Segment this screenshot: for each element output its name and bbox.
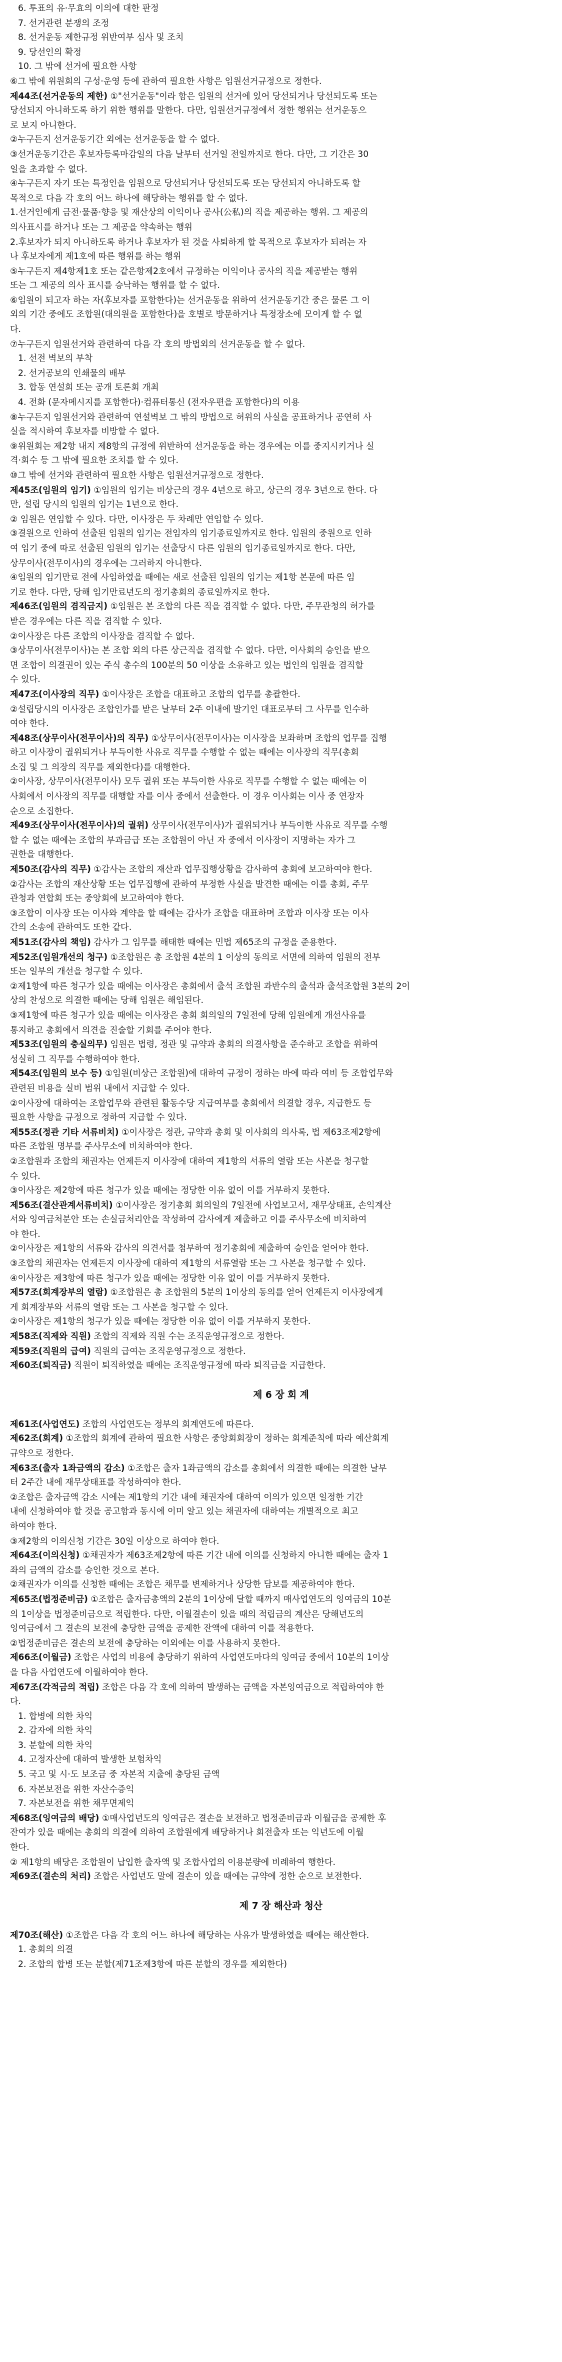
text-line: 좌의 금액의 감소를 승인한 것으로 본다. xyxy=(10,1565,160,1576)
article-heading: 제51조(감사의 책임) xyxy=(10,938,91,948)
text-line: 관련된 비용을 실비 범위 내에서 지급할 수 있다. xyxy=(10,1083,190,1094)
article-body: ①조합은 출자 1좌금액의 감소를 총회에서 의결한 때에는 의결한 날부 xyxy=(124,1463,387,1474)
article-heading: 제46조(임원의 겸직금지) xyxy=(10,602,108,613)
article-heading: 제69조(결손의 처리) xyxy=(10,1872,91,1883)
text-line: 7. 자본보전을 위한 채무면제익 xyxy=(18,1799,135,1810)
article-line xyxy=(10,484,552,499)
text-line: ②조합원과 조합의 채권자는 언제든지 이사장에 대하여 제1항의 서류의 열람 또는 사본을 청구할 xyxy=(10,1156,369,1167)
text-line: 순으로 소집한다. xyxy=(10,806,74,817)
article-line xyxy=(10,1418,552,1433)
text-line: 1.선거인에게 금전·물품·향응 및 재산상의 이익이나 공사(公私)의 직을 제공하는 행위. 그 제공의 xyxy=(10,208,369,219)
text-line: ③제2항의 이의신청 기간은 30일 이상으로 하여야 한다. xyxy=(10,1536,220,1547)
text-line: 3. 합동 연설회 또는 공개 토론회 개최 xyxy=(18,383,159,394)
article-body: ①감사는 조합의 재산과 업무집행상황을 감사하여 총회에 보고하여야 한다. xyxy=(90,865,373,876)
text-line: 8. 선거운동 제한규정 위반여부 심사 및 조치 xyxy=(18,33,184,44)
text-line: 6. 자본보전을 위한 자산수증익 xyxy=(18,1784,135,1795)
article-heading: 제67조(각적금의 적립) xyxy=(10,1682,100,1693)
article-heading: 제44조(선거운동의 제한) xyxy=(10,91,108,102)
text-line: 야 한다. xyxy=(10,1229,41,1240)
article-line xyxy=(10,600,552,615)
text-line: ⑦누구든지 임원선거와 관련하여 다음 각 호의 방법외의 선거운동을 할 수 없다. xyxy=(10,339,306,350)
chapter-heading: 제 7 장 해산과 청산 xyxy=(239,1900,323,1912)
text-line: 성실히 그 직무를 수행하여야 한다. xyxy=(10,1054,140,1065)
article-line xyxy=(10,1345,552,1360)
text-line: ②이사장은 제1항의 서류와 감사의 의견서를 첨부하여 정기총회에 제출하여 승인을 얻어야 한다. xyxy=(10,1244,369,1255)
article-line xyxy=(10,732,552,747)
text-line: 만, 설립 당시의 임원의 임기는 1년으로 한다. xyxy=(10,500,179,511)
text-line: 1. 선전 벽보의 부착 xyxy=(18,354,93,365)
text-line: 상의 찬성으로 의결한 때에는 당해 임원은 해임된다. xyxy=(10,996,204,1007)
article-line xyxy=(10,1330,552,1345)
text-line: ④누구든지 자기 또는 특정인을 임원으로 당선되거나 당선되도록 또는 당선되지 아니하도록 할 xyxy=(10,179,361,190)
text-line: ④이사장은 제3항에 따른 청구가 있을 때에는 정당한 이유 없이 이를 거부하지 못한다. xyxy=(10,1273,330,1284)
text-line: 관청과 연합회 또는 중앙회에 보고하여야 한다. xyxy=(10,894,185,905)
article-line xyxy=(10,1929,552,1944)
article-heading: 제55조(정관 기타 서류비치) xyxy=(10,1127,119,1138)
article-line xyxy=(10,1870,552,1885)
text-line: 9. 당선인의 확정 xyxy=(18,47,82,58)
article-body: 직원의 급여는 조직운영규정으로 정한다. xyxy=(90,1346,246,1357)
article-heading: 제56조(결산관계서류비치) xyxy=(10,1200,113,1211)
text-line: 4. 전화 (문자메시지를 포함한다)·컴퓨터통신 (전자우편을 포함한다)의 이용 xyxy=(18,398,300,409)
text-line: 당선되지 아니하도록 하기 위한 행위를 말한다. 다만, 임원선거규정에서 정한 행위는 선거운동으 xyxy=(10,106,367,117)
article-body: 조합은 다음 각 호에 의하여 발생하는 금액을 자본잉여금으로 적립하여야 한 xyxy=(99,1682,384,1693)
text-line: 다. xyxy=(10,325,22,336)
text-line: 간의 소송에 관하여도 또한 같다. xyxy=(10,923,132,934)
text-line: 따른 조합원 명부를 주사무소에 비치하여야 한다. xyxy=(10,1142,193,1153)
article-heading: 제64조(이의신청) xyxy=(10,1551,80,1562)
article-body: ①채권자가 제63조제2항에 따른 기간 내에 이의를 신청하지 아니한 때에는 출자 1 xyxy=(79,1551,389,1562)
article-line xyxy=(10,936,552,951)
text-line: ③결원으로 인하여 선출된 임원의 임기는 전임자의 임기종료일까지로 한다. 임원의 중원으로 인하 xyxy=(10,529,372,540)
text-line: 일을 초과할 수 없다. xyxy=(10,164,88,175)
article-heading: 제61조(사업연도) xyxy=(10,1419,80,1430)
text-line: ②제1항에 따른 청구가 있을 때에는 이사장은 총회에서 출석 조합원 과반수의 출석과 출석조합원 3분의 2이 xyxy=(10,981,410,992)
article-line xyxy=(10,1359,552,1374)
article-body: 조합의 사업연도는 정부의 회계연도에 따른다. xyxy=(79,1419,254,1430)
article-heading: 제59조(직원의 급여) xyxy=(10,1346,91,1357)
article-line xyxy=(10,1812,552,1827)
text-line: ⑩그 밖에 선거와 관련하여 필요한 사항은 임원선거규정으로 정한다. xyxy=(10,471,264,481)
text-line: ②이사장은 다른 조합의 이사장을 겸직할 수 없다. xyxy=(10,631,195,642)
text-line: 1. 합병에 의한 차익 xyxy=(18,1711,93,1722)
text-line: 로 보지 아니한다. xyxy=(10,120,77,131)
text-line: ③조합의 채권자는 언제든지 이사장에 대하여 제1항의 서류열람 또는 그 사본을 청구할 수 있다. xyxy=(10,1259,366,1270)
text-line: 3. 분할에 의한 차익 xyxy=(18,1740,93,1751)
article-line xyxy=(10,1067,552,1082)
text-line: 다. xyxy=(10,1697,22,1708)
text-line: 게 회계장부와 서류의 열람 또는 그 사본을 청구할 수 있다. xyxy=(10,1302,229,1313)
text-line: ②이사장에 대하여는 조합업무와 관련된 활동수당 지급여부를 총회에서 의결할 경우, 지급한도 등 xyxy=(10,1098,372,1109)
text-line: 내에 신청하여야 할 것을 공고함과 동시에 이미 알고 있는 채권자에 대하여는 개별적으로 최고 xyxy=(10,1507,359,1518)
text-line: 5. 국고 및 시·도 보조금 중 자본적 지출에 충당된 금액 xyxy=(18,1770,220,1781)
text-line: 2. 감자에 의한 차익 xyxy=(18,1726,93,1737)
article-body: ①임원의 임기는 비상근의 경우 4년으로 하고, 상근의 경우 3년으로 한다. 다 xyxy=(90,485,378,496)
text-line: 2. 조합의 합병 또는 분할(제71조제3항에 따른 분할의 경우를 제외한다) xyxy=(18,1960,288,1970)
article-heading: 제52조(임원개선의 청구) xyxy=(10,952,108,963)
article-body: ①상무이사(전무이사)는 이사장을 보좌하며 조합의 업무를 집행 xyxy=(148,733,387,744)
text-line: ②누구든지 선거운동기간 외에는 선거운동을 할 수 없다. xyxy=(10,135,220,146)
text-line: 상무이사(전무이사)의 경우에는 그러하지 아니한다. xyxy=(10,558,202,569)
text-line: ③조합이 이사장 또는 이사와 계약을 할 때에는 감사가 조합을 대표하며 조합과 이사장 또는 이사 xyxy=(10,908,369,919)
article-body: 조합은 사업년도 말에 결손이 있을 때에는 규약에 정한 순으로 보전한다. xyxy=(90,1872,362,1883)
text-line: ④임원의 임기만료 전에 사임하였을 때에는 새로 선출된 임원의 임기는 제1항 본문에 따른 임 xyxy=(10,573,355,584)
article-heading: 제68조(잉여금의 배당) xyxy=(10,1813,100,1824)
text-line: 격·회수 등 그 밖에 필요한 조치를 할 수 있다. xyxy=(10,456,179,467)
text-line: 기로 한다. 다만, 당해 임기만료년도의 정기총회의 종료일까지로 한다. xyxy=(10,587,270,598)
article-body: ①임원은 본 조합의 다른 직을 겸직할 수 없다. 다만, 주무관청의 허가를 xyxy=(107,602,375,613)
article-body: ①이사장은 정기총회 회의일의 7일전에 사업보고서, 재무상태표, 손익계산 xyxy=(112,1200,392,1211)
article-line xyxy=(10,863,552,878)
text-line: 수 있다. xyxy=(10,675,41,686)
text-line: ③이사장은 제2항에 따른 청구가 있을 때에는 정당한 이유 없이 이를 거부하지 못한다. xyxy=(10,1186,330,1197)
article-heading: 제65조(법정준비금) xyxy=(10,1594,88,1605)
article-line xyxy=(10,1651,552,1666)
article-line xyxy=(10,1432,552,1447)
article-body: ①이사장은 정관, 규약과 총회 및 이사회의 의사록, 법 제63조제2항에 xyxy=(118,1127,381,1138)
article-body: 상무이사(전무이사)가 궐위되거나 부득이한 사유로 직무를 수행 xyxy=(148,821,388,832)
article-heading: 제66조(이월금) xyxy=(10,1653,72,1664)
text-line: ③상무이사(전무이사)는 본 조합 외의 다른 상근직을 겸직할 수 없다. 다만, 이사회의 승인을 받으 xyxy=(10,646,370,657)
text-line: 필요한 사항을 규정으로 정하여 지급할 수 있다. xyxy=(10,1113,187,1124)
text-line: ②이사장, 상무이사(전무이사) 모두 궐위 또는 부득이한 사유로 직무를 수행할 수 없는 때에는 이 xyxy=(10,777,368,788)
article-line xyxy=(10,688,552,703)
article-body: ①조합원은 총 조합원 4분의 1 이상의 동의로 서면에 의하여 임원의 전부 xyxy=(107,952,381,963)
article-line xyxy=(10,1199,552,1214)
text-line: 실을 적시하여 후보자를 비방할 수 없다. xyxy=(10,427,160,438)
text-line: 사회에서 이사장의 직무를 대행할 자를 이사 중에서 선출한다. 이 경우 이사회는 이사 중 연장자 xyxy=(10,792,364,803)
article-body: ①조합의 회계에 관하여 필요한 사항은 중앙회회장이 정하는 회계준칙에 따라 예산회계 xyxy=(63,1434,389,1445)
article-heading: 제57조(회계장부의 열람) xyxy=(10,1288,108,1299)
article-heading: 제49조(상무이사(전무이사)의 궐위) xyxy=(10,821,149,832)
article-line xyxy=(10,1549,552,1564)
article-line xyxy=(10,819,552,834)
article-body: 직원이 퇴직하였을 때에는 조직운영규정에 따라 퇴직금을 지급한다. xyxy=(71,1361,326,1372)
article-heading: 제47조(이사장의 직무) xyxy=(10,689,100,700)
article-heading: 제70조(해산) xyxy=(10,1930,64,1941)
text-line: ⑥임원이 되고자 하는 자(후보자를 포함한다)는 선거운동을 위하여 선거운동기간 중은 물론 그 이 xyxy=(10,295,370,306)
text-line: 외의 기간 중에도 조합원(대의원을 포함한다)을 호별로 방문하거나 특정장소에 모이게 할 수 없 xyxy=(10,310,363,321)
text-line: ②이사장은 제1항의 청구가 있을 때에는 정당한 이유 없이 이를 거부하지 못한다. xyxy=(10,1317,311,1328)
text-line: ②법정준비금은 결손의 보전에 충당하는 이외에는 이를 사용하지 못한다. xyxy=(10,1638,281,1649)
text-line: 서와 잉여금처분안 또는 손실금처리안을 작성하여 감사에게 제출하고 이를 주사무소에 비치하여 xyxy=(10,1215,367,1226)
text-line: 10. 그 밖에 선거에 필요한 사항 xyxy=(18,62,137,73)
text-line: 6. 투표의 유·무효의 이의에 대한 판정 xyxy=(18,4,159,14)
article-body: ①임원(비상근 조합원)에 대하여 규정이 정하는 바에 따라 여비 등 조합업무와 xyxy=(102,1069,393,1080)
text-line: ⑤누구든지 제4항제1호 또는 같은항제2호에서 규정하는 이익이나 공사의 직을 제공받는 행위 xyxy=(10,266,358,277)
article-line xyxy=(10,1593,552,1608)
text-line: 나 후보자에게 제1호에 따른 행위를 하는 행위 xyxy=(10,252,182,263)
text-line: 잉여금에서 그 결손의 보전에 충당한 금액을 공제한 잔액에 대하여 이를 적용한다. xyxy=(10,1624,315,1635)
text-line: ⑥그 밖에 위원회의 구성·운영 등에 관하여 필요한 사항은 임원선거규정으로 정한다. xyxy=(10,76,322,87)
article-heading: 제54조(임원의 보수 등) xyxy=(10,1069,103,1080)
article-body: 감사가 그 임무를 해태한 때에는 민법 제65조의 규정을 준용한다. xyxy=(90,938,337,948)
text-line: 의 1이상을 법정준비금으로 적립한다. 다만, 이월결손이 있을 때의 적립금의 계산은 당해년도의 xyxy=(10,1609,364,1620)
article-body: ①조합원은 총 조합원의 5분의 1이상의 동의를 얻어 언제든지 이사장에게 xyxy=(107,1288,384,1299)
text-line: 하여야 한다. xyxy=(10,1521,57,1532)
text-line: 의사표시를 하거나 또는 그 제공을 약속하는 행위 xyxy=(10,222,193,233)
article-line xyxy=(10,1038,552,1053)
text-line: 통지하고 총회에서 의견을 진술할 기회를 주어야 한다. xyxy=(10,1025,212,1036)
article-line xyxy=(10,1681,552,1696)
article-body: 조합은 사업의 비용에 충당하기 위하여 사업연도마다의 잉여금 중에서 10분의 1이상 xyxy=(71,1653,390,1664)
text-line: 을 다음 사업연도에 이월하여야 한다. xyxy=(10,1667,149,1678)
article-line xyxy=(10,1286,552,1301)
text-line: 소집 및 그 의장의 직무를 제외한다)를 대행한다. xyxy=(10,762,191,773)
article-body: 임원은 법령, 정관 및 규약과 총회의 의결사항을 준수하고 조합을 위하여 xyxy=(107,1040,379,1051)
article-heading: 제62조(회계) xyxy=(10,1434,64,1445)
text-line: 1. 총회의 의결 xyxy=(18,1945,74,1956)
text-line: 규약으로 정한다. xyxy=(10,1449,74,1459)
text-line: ③선거운동기간은 후보자등록마감일의 다음 날부터 선거일 전일까지로 한다. 다만, 그 기간은 30 xyxy=(10,149,369,160)
text-line: 한다. xyxy=(10,1843,30,1854)
text-line: ⑨위원회는 제2항 내지 제8항의 규정에 위반하여 선거운동을 하는 경우에는 이를 중지시키거나 실 xyxy=(10,441,375,452)
text-line: ②감사는 조합의 재산상황 또는 업무집행에 관하여 부정한 사실을 발견한 때에는 이를 총회, 주무 xyxy=(10,879,369,890)
article-body: ①"선거운동"이라 함은 임원의 선거에 있어 당선되거나 당선되도록 또는 xyxy=(107,91,378,102)
article-heading: 제48조(상무이사(전무이사)의 직무) xyxy=(10,733,149,744)
article-line xyxy=(10,1462,552,1477)
text-line: 2. 선거공보의 인쇄물의 배부 xyxy=(18,368,126,379)
article-body: ①이사장은 조합을 대표하고 조합의 업무를 총괄한다. xyxy=(99,689,301,700)
text-line: 권한을 대행한다. xyxy=(10,850,74,861)
text-line: 또는 그 제공의 의사 표시를 승낙하는 행위를 할 수 없다. xyxy=(10,281,220,292)
article-heading: 제53조(임원의 충실의무) xyxy=(10,1040,108,1051)
text-line: ②조합은 출자금액 감소 시에는 제1항의 기간 내에 채권자에 대하여 이의가 있으면 일정한 기간 xyxy=(10,1492,364,1503)
text-line: 받은 경우에는 다른 직을 겸직할 수 있다. xyxy=(10,616,162,627)
article-line xyxy=(10,951,552,966)
text-line: 할 수 없는 때에는 조합의 부과금급 또는 조합원이 아닌 자 중에서 이사장이 지명하는 자가 그 xyxy=(10,835,356,846)
article-line xyxy=(10,1126,552,1141)
text-line: ③제1항에 따른 청구가 있을 때에는 이사장은 총회 회의일의 7일전에 당해 임원에게 개선사유를 xyxy=(10,1010,366,1021)
text-line: 터 2주간 내에 재무상태표를 작성하여야 한다. xyxy=(10,1478,182,1489)
text-line: 2.후보자가 되지 아니하도록 하거나 후보자가 된 것을 사퇴하게 할 목적으로 후보자가 되려는 자 xyxy=(10,237,367,248)
article-heading: 제50조(감사의 직무) xyxy=(10,865,91,876)
text-line: ② 임원은 연임할 수 있다. 다만, 이사장은 두 차례만 연임할 수 있다. xyxy=(10,514,264,525)
text-line: 수 있다. xyxy=(10,1171,41,1182)
text-line: ②설립당시의 이사장은 조합인가를 받은 날부터 2주 이내에 발기인 대표로부터 그 사무를 인수하 xyxy=(10,704,369,715)
text-line: 4. 고정자산에 대하여 발생한 보험차익 xyxy=(18,1755,162,1766)
text-line: 면 조합이 의결권이 있는 주식 총수의 100분의 50 이상을 소유하고 있는 법인의 임원을 겸직할 xyxy=(10,660,364,671)
text-line: 잔여가 있을 때에는 총회의 의결에 의하여 조합원에게 배당하거나 회전출자 또는 익년도에 이월 xyxy=(10,1828,364,1839)
text-line: 7. 선거관련 분쟁의 조정 xyxy=(18,18,110,29)
text-line: 또는 일부의 개선을 청구할 수 있다. xyxy=(10,967,143,978)
text-line: ⑧누구든지 임원선거와 관련하여 연설벽보 그 밖의 방법으로 허위의 사실을 공표하거나 공연히 사 xyxy=(10,412,372,423)
article-heading: 제45조(임원의 임기) xyxy=(10,485,91,496)
text-line: 하고 이사장이 궐위되거나 부득이한 사유로 직무를 수행할 수 없는 때에는 이사장의 직무(총회 xyxy=(10,748,359,759)
article-heading: 제63조(출자 1좌금액의 감소) xyxy=(10,1463,125,1474)
article-body: ①조합은 출자금총액의 2분의 1이상에 달할 때까지 매사업연도의 잉여금의 10분 xyxy=(87,1594,392,1605)
article-body: 조합의 직제와 직원 수는 조직운영규정으로 정한다. xyxy=(90,1332,285,1343)
article-body: ①조합은 다음 각 호의 어느 하나에 해당하는 사유가 발생하였을 때에는 해산한다. xyxy=(63,1930,370,1941)
text-line: ②채권자가 이의를 신청한 때에는 조합은 채무를 변제하거나 상당한 담보를 제공하여야 한다. xyxy=(10,1580,355,1591)
article-line xyxy=(10,90,552,105)
article-heading: 제60조(퇴직금) xyxy=(10,1361,72,1372)
text-line: 목적으로 다음 각 호의 어느 하나에 해당하는 행위를 할 수 없다. xyxy=(10,193,248,204)
article-body: ①매사업년도의 잉여금은 결손을 보전하고 법정준비금과 이월금을 공제한 후 xyxy=(99,1813,387,1824)
text-line: 여 임기 중에 따로 선출된 임원의 임기는 선출당시 다른 임원의 임기종료일까지로 한다. 다만, xyxy=(10,543,356,554)
article-heading: 제58조(직제와 직원) xyxy=(10,1332,91,1343)
text-line: 여야 한다. xyxy=(10,719,49,730)
text-line: ② 제1항의 배당은 조합원이 납입한 출자액 및 조합사업의 이용분량에 비례하여 행한다. xyxy=(10,1857,336,1868)
chapter-heading: 제 6 장 회 계 xyxy=(253,1389,309,1401)
